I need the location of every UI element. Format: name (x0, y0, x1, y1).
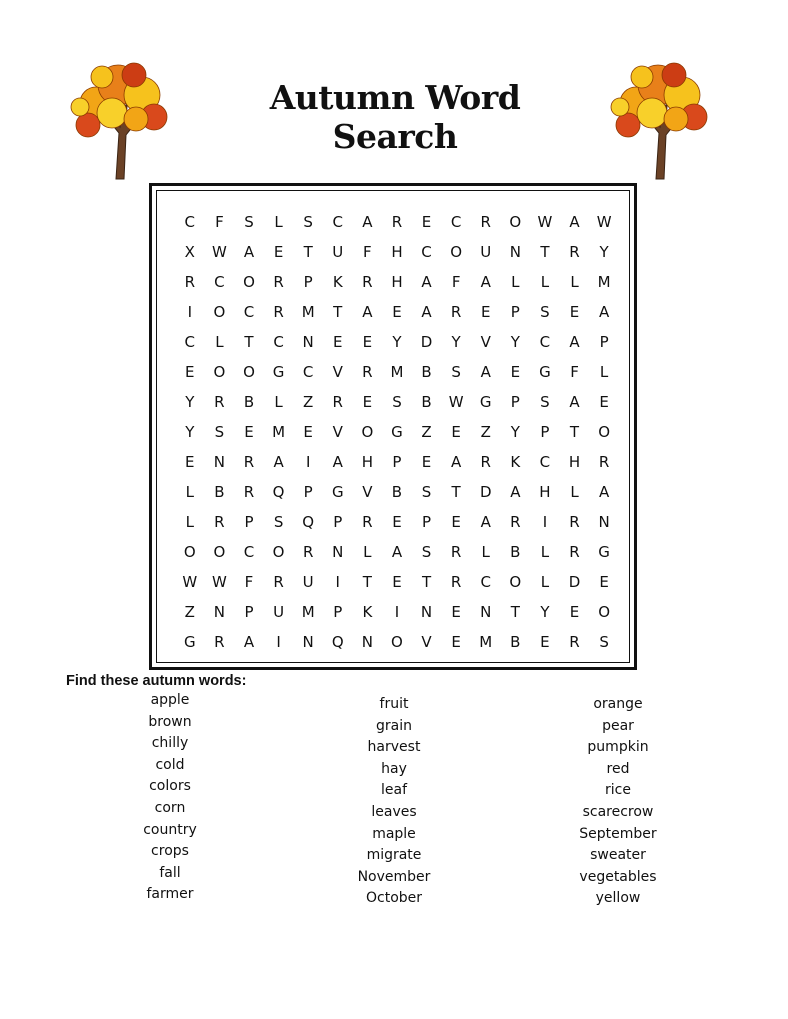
grid-letter: C (539, 333, 551, 351)
grid-letter: S (421, 483, 432, 501)
grid-letter: E (451, 633, 461, 651)
grid-letter: N (509, 243, 521, 261)
grid-letter: T (303, 243, 313, 261)
grid-letter: R (569, 513, 580, 531)
word-list-item: red (606, 760, 630, 777)
grid-letter: E (421, 453, 432, 471)
grid-letter: O (391, 633, 403, 651)
grid-letter: A (243, 633, 255, 651)
grid-letter: I (187, 303, 193, 321)
grid-letter: S (599, 633, 609, 651)
grid-letter: Y (540, 603, 550, 621)
autumn-tree-icon (66, 55, 176, 180)
grid-letter: L (481, 543, 490, 561)
grid-letter: E (273, 243, 284, 261)
grid-letter: C (539, 453, 551, 471)
grid-letter: A (273, 453, 284, 471)
grid-letter: L (185, 513, 194, 531)
grid-letter: D (568, 573, 581, 591)
grid-letter: O (598, 603, 611, 621)
grid-letter: T (510, 603, 520, 621)
grid-letter: H (568, 453, 581, 471)
grid-letter: P (510, 303, 520, 321)
word-list-item: crops (151, 843, 189, 860)
grid-letter: F (215, 213, 224, 231)
grid-letter: L (511, 273, 520, 291)
word-list-item: chilly (151, 735, 189, 752)
grid-letter: E (510, 363, 521, 381)
grid-letter: P (392, 453, 402, 471)
grid-letter: R (362, 363, 373, 381)
grid-letter: R (510, 513, 521, 531)
grid-letter: U (480, 243, 492, 261)
word-list-item: pumpkin (587, 739, 649, 756)
grid-letter: T (451, 483, 461, 501)
grid-letter: P (599, 333, 609, 351)
grid-letter: T (244, 333, 254, 351)
grid-letter: C (243, 543, 255, 561)
grid-letter: N (302, 633, 314, 651)
grid-letter: B (214, 483, 225, 501)
word-list-item: apple (150, 692, 190, 708)
grid-letter: O (509, 573, 522, 591)
grid-letter: P (303, 483, 313, 501)
grid-letter: S (540, 303, 550, 321)
grid-letter: F (363, 243, 372, 261)
grid-letter: B (243, 393, 255, 411)
grid-letter: D (479, 483, 492, 501)
grid-letter: M (479, 633, 493, 651)
grid-letter: H (391, 243, 403, 261)
word-list-item: fruit (379, 696, 409, 712)
word-list-item: vegetables (579, 868, 657, 885)
grid-letter: M (390, 363, 404, 381)
grid-letter: A (480, 513, 491, 531)
grid-letter: E (540, 633, 550, 651)
grid-letter: R (273, 273, 284, 291)
grid-letter: Y (185, 423, 195, 441)
grid-letter: E (244, 423, 254, 441)
grid-letter: A (391, 543, 403, 561)
grid-letter: S (451, 363, 461, 381)
word-list-item: October (365, 890, 423, 907)
word-list-item: hay (381, 760, 407, 777)
grid-letter: E (362, 333, 373, 351)
grid-letter: E (599, 393, 609, 411)
grid-letter: E (451, 423, 461, 441)
word-column-2 (314, 694, 474, 910)
grid-letter: R (214, 513, 225, 531)
grid-letter: I (394, 603, 400, 621)
grid-letter: M (272, 423, 286, 441)
grid-letter: B (421, 363, 432, 381)
grid-letter: K (510, 453, 521, 471)
grid-letter: U (302, 573, 314, 591)
grid-letter: V (421, 633, 432, 651)
grid-letter: L (570, 483, 579, 501)
word-list-heading: Find these autumn words: (66, 673, 247, 689)
grid-letter: Z (421, 423, 432, 441)
grid-letter: S (421, 543, 432, 561)
grid-letter: B (510, 633, 521, 651)
grid-letter: O (213, 543, 226, 561)
grid-letter: A (598, 303, 610, 321)
grid-letter: E (392, 573, 402, 591)
grid-letter: R (332, 393, 343, 411)
grid-letter: W (537, 213, 553, 231)
grid-letter: B (391, 483, 403, 501)
grid-letter: P (333, 603, 343, 621)
grid-letter: D (420, 333, 433, 351)
word-list-item: September (579, 825, 657, 842)
grid-letter: G (331, 483, 344, 501)
word-list-item: yellow (595, 890, 641, 907)
grid-letter: O (213, 303, 226, 321)
word-list-item: migrate (366, 847, 422, 864)
grid-letter: P (244, 603, 254, 621)
grid-letter: L (540, 543, 550, 561)
grid-letter: C (421, 243, 432, 261)
grid-letter: H (391, 273, 403, 291)
grid-letter: K (332, 273, 343, 291)
grid-letter: Q (272, 483, 285, 501)
grid-letter: E (480, 303, 491, 321)
autumn-tree-icon (606, 55, 716, 180)
grid-letter: Y (510, 333, 520, 351)
grid-letter: E (185, 363, 195, 381)
grid-letter: Q (302, 513, 315, 531)
grid-letter: I (276, 633, 281, 651)
grid-letter: R (480, 213, 491, 231)
grid-letter: A (569, 213, 580, 231)
grid-letter: C (480, 573, 491, 591)
word-list-item: brown (148, 713, 192, 730)
grid-letter: Y (451, 333, 461, 351)
grid-letter: R (362, 513, 373, 531)
grid-letter: O (361, 423, 374, 441)
grid-letter: O (509, 213, 522, 231)
grid-letter: W (448, 393, 464, 411)
grid-letter: U (273, 603, 285, 621)
grid-letter: X (184, 243, 195, 261)
grid-letter: N (302, 333, 314, 351)
grid-letter: C (450, 213, 462, 231)
grid-letter: C (184, 213, 196, 231)
word-list-item: pear (602, 717, 634, 734)
word-list-item: cold (155, 756, 185, 773)
grid-letter: C (184, 333, 196, 351)
grid-letter: O (243, 273, 255, 291)
grid-letter: G (479, 393, 492, 411)
grid-letter: L (363, 543, 372, 561)
grid-letter: S (214, 423, 225, 441)
grid-letter: I (305, 453, 311, 471)
grid-letter: R (302, 543, 314, 561)
word-list-item: sweater (590, 847, 646, 864)
grid-letter: C (273, 333, 284, 351)
page-title: Autumn Word Search (269, 78, 521, 156)
word-list-item: country (143, 821, 197, 838)
grid-letter: I (335, 573, 340, 591)
grid-letter: F (570, 363, 579, 381)
grid-letter: O (272, 543, 285, 561)
grid-letter: R (569, 633, 580, 651)
grid-letter: C (214, 273, 225, 291)
grid-letter: L (274, 213, 283, 231)
grid-letter: B (510, 543, 521, 561)
grid-letter: N (213, 603, 225, 621)
grid-letter: M (301, 303, 315, 321)
grid-letter: Z (184, 603, 195, 621)
grid-letter: R (569, 543, 580, 561)
word-list-item: harvest (367, 739, 421, 756)
grid-letter: R (480, 453, 491, 471)
grid-letter: O (450, 243, 463, 261)
grid-letter: R (243, 453, 255, 471)
grid-letter: A (480, 273, 491, 291)
grid-letter: V (332, 363, 343, 381)
word-list-item: maple (372, 825, 416, 842)
grid-letter: G (539, 363, 551, 381)
grid-letter: Z (480, 423, 491, 441)
grid-letter: R (362, 273, 373, 291)
grid-letter: T (540, 243, 550, 261)
grid-letter: W (211, 573, 227, 591)
grid-letter: O (243, 363, 255, 381)
word-list-item: orange (593, 696, 643, 712)
grid-letter: R (598, 453, 610, 471)
grid-letter: M (301, 603, 315, 621)
grid-letter: R (184, 273, 196, 291)
grid-letter: O (183, 543, 196, 561)
grid-letter: Y (392, 333, 402, 351)
grid-letter: R (214, 633, 225, 651)
grid-letter: A (362, 213, 373, 231)
grid-letter: E (421, 213, 432, 231)
grid-letter: M (597, 273, 611, 291)
grid-letter: E (569, 303, 580, 321)
grid-letter: Y (510, 423, 520, 441)
grid-letter: P (510, 393, 520, 411)
grid-letter: N (361, 633, 373, 651)
word-list-item: grain (376, 717, 412, 734)
grid-letter: R (450, 303, 462, 321)
grid-letter: N (598, 513, 610, 531)
grid-letter: L (274, 393, 283, 411)
grid-letter: R (214, 393, 225, 411)
grid-letter: S (540, 393, 550, 411)
word-list-item: corn (154, 799, 186, 816)
word-list-item: farmer (146, 886, 194, 903)
grid-letter: B (421, 393, 432, 411)
grid-letter: R (273, 303, 284, 321)
word-column-3 (538, 694, 698, 910)
grid-letter: N (332, 543, 344, 561)
grid-letter: Q (331, 633, 344, 651)
grid-letter: N (213, 453, 225, 471)
grid-letter: E (303, 423, 313, 441)
grid-letter: K (362, 603, 373, 621)
grid-letter: T (362, 573, 372, 591)
grid-letter: P (422, 513, 432, 531)
grid-letter: P (244, 513, 254, 531)
grid-letter: C (243, 303, 255, 321)
word-list-item: November (357, 868, 431, 885)
grid-letter: L (185, 483, 194, 501)
word-column-1 (90, 690, 250, 906)
grid-letter: T (421, 573, 432, 591)
grid-letter: G (272, 363, 285, 381)
grid-letter: L (599, 363, 609, 381)
grid-letter: A (480, 363, 491, 381)
grid-letter: R (450, 543, 462, 561)
word-list-item: rice (605, 782, 631, 799)
grid-letter: A (243, 243, 255, 261)
grid-letter: F (244, 573, 254, 591)
grid-letter: Z (303, 393, 314, 411)
grid-letter: F (451, 273, 461, 291)
grid-letter: Y (599, 243, 609, 261)
grid-letter: G (598, 543, 610, 561)
grid-letter: C (302, 363, 314, 381)
word-list-item: leaves (371, 803, 417, 820)
grid-letter: C (332, 213, 343, 231)
grid-letter: E (185, 453, 195, 471)
grid-letter: A (510, 483, 521, 501)
grid-letter: T (333, 303, 343, 321)
grid-letter: V (332, 423, 343, 441)
grid-letter: P (540, 423, 550, 441)
word-list-item: scarecrow (582, 803, 654, 820)
grid-letter: S (303, 213, 313, 231)
grid-letter: A (421, 273, 432, 291)
grid-letter: H (361, 453, 373, 471)
grid-letter: E (333, 333, 343, 351)
grid-letter: T (569, 423, 580, 441)
grid-letter: R (450, 573, 462, 591)
grid-letter: E (451, 513, 461, 531)
grid-letter: R (273, 573, 284, 591)
grid-letter: S (273, 513, 284, 531)
letter-grid (175, 207, 619, 657)
grid-letter: A (569, 333, 580, 351)
word-list-item: colors (149, 778, 191, 795)
grid-letter: V (480, 333, 491, 351)
grid-letter: L (215, 333, 224, 351)
grid-letter: U (332, 243, 344, 261)
grid-letter: W (182, 573, 198, 591)
grid-letter: P (303, 273, 313, 291)
grid-letter: E (599, 573, 609, 591)
grid-letter: G (391, 423, 403, 441)
grid-letter: Y (185, 393, 195, 411)
word-list-item: leaf (380, 782, 407, 799)
grid-letter: V (362, 483, 373, 501)
grid-letter: E (392, 513, 402, 531)
grid-letter: G (183, 633, 196, 651)
grid-letter: N (420, 603, 433, 621)
grid-letter: A (362, 303, 373, 321)
grid-letter: A (569, 393, 580, 411)
word-list-item: fall (159, 864, 181, 881)
grid-letter: R (243, 483, 255, 501)
grid-letter: L (570, 273, 579, 291)
grid-letter: L (540, 573, 550, 591)
grid-letter: I (542, 513, 548, 531)
grid-letter: N (480, 603, 492, 621)
grid-letter: A (451, 453, 462, 471)
grid-letter: E (569, 603, 580, 621)
grid-letter: A (421, 303, 432, 321)
grid-letter: R (391, 213, 403, 231)
grid-letter: O (598, 423, 611, 441)
grid-letter: L (540, 273, 550, 291)
grid-letter: S (244, 213, 254, 231)
grid-letter: S (392, 393, 402, 411)
grid-letter: O (213, 363, 226, 381)
grid-letter: E (451, 603, 461, 621)
grid-letter: A (598, 483, 610, 501)
grid-letter: W (211, 243, 227, 261)
grid-letter: A (332, 453, 343, 471)
grid-letter: E (362, 393, 373, 411)
grid-letter: E (392, 303, 402, 321)
grid-letter: R (569, 243, 580, 261)
grid-letter: H (539, 483, 551, 501)
grid-letter: P (333, 513, 343, 531)
grid-letter: W (596, 213, 612, 231)
